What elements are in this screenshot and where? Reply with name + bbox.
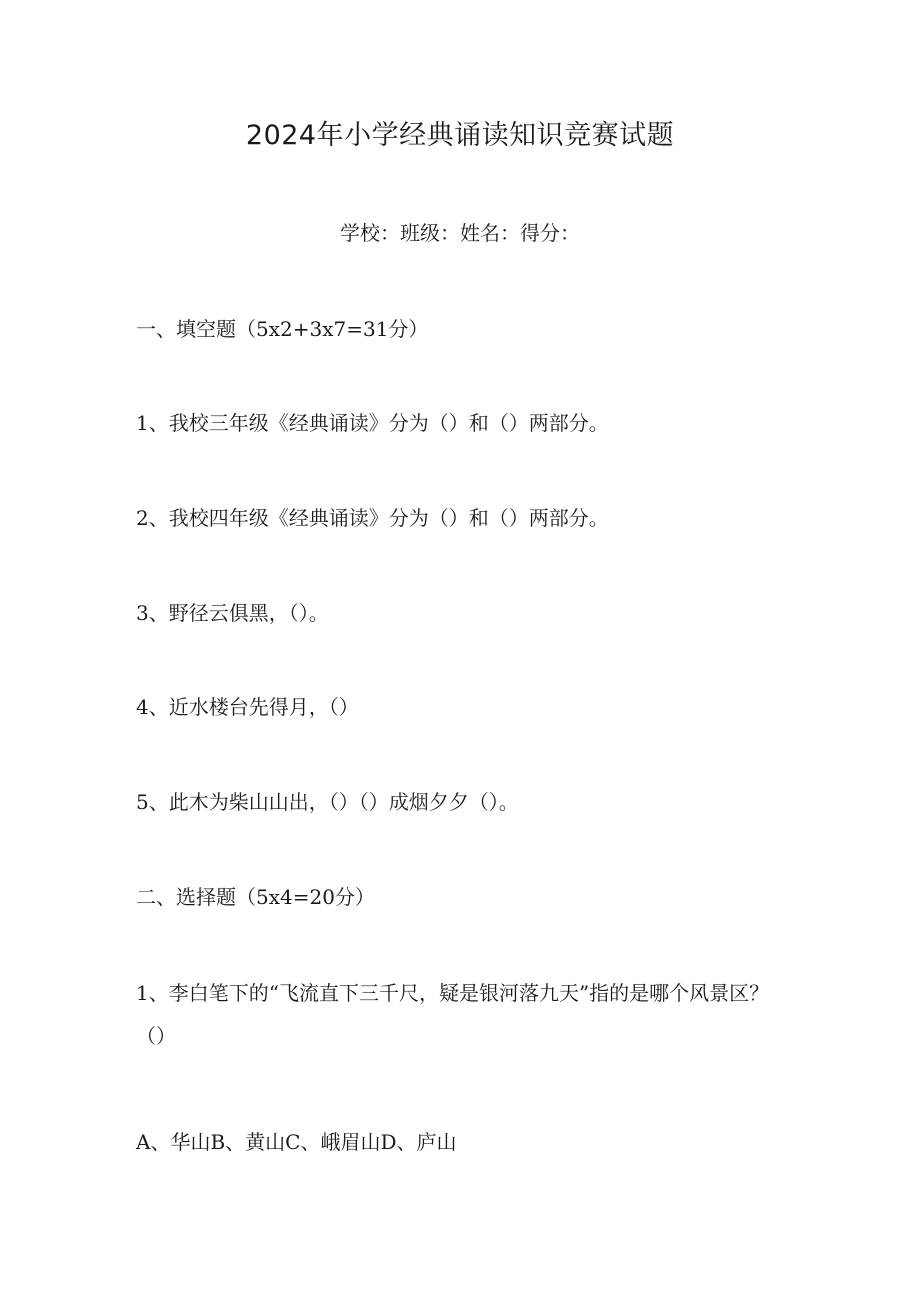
fill-question-1: 1、我校三年级《经典诵读》分为（）和（）两部分。	[136, 411, 609, 435]
fill-question-5: 5、此木为柴山山出，（）（）成烟夕夕（）。	[136, 790, 519, 814]
section1-heading: 一、填空题（5x2+3x7=31分）	[136, 317, 429, 341]
choice-question-1: 1、李白笔下的“飞流直下三千尺，疑是银河落九天”指的是哪个风景区？（）	[136, 981, 770, 1048]
fill-question-3: 3、野径云俱黑，（）。	[136, 601, 329, 625]
fill-question-2: 2、我校四年级《经典诵读》分为（）和（）两部分。	[136, 506, 609, 530]
page-title: 2024年小学经典诵读知识竞赛试题	[245, 120, 675, 151]
fill-question-4: 4、近水楼台先得月，（）	[136, 695, 359, 719]
section2-heading: 二、选择题（5x4=20分）	[136, 885, 375, 909]
choice-question-1-options: A、华山B、黄山C、峨眉山D、庐山	[136, 1130, 457, 1154]
student-info-line: 学校：班级：姓名：得分：	[340, 221, 580, 245]
